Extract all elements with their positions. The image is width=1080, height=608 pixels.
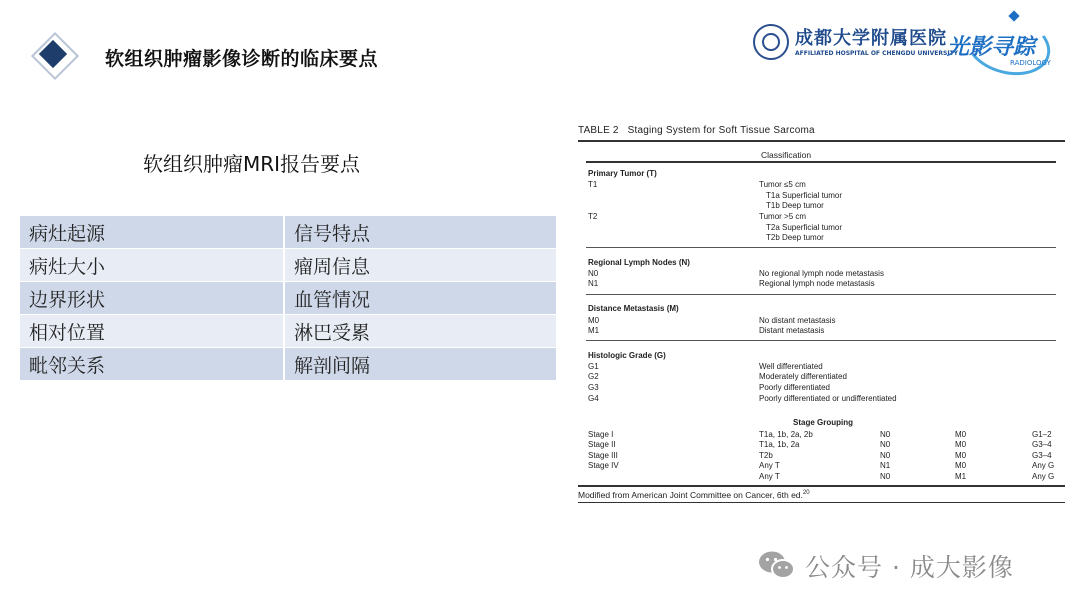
n0-label: N0 bbox=[588, 269, 599, 278]
stage-cell: Stage II bbox=[588, 440, 616, 449]
divider bbox=[586, 247, 1056, 248]
table-footnote bbox=[578, 490, 810, 500]
table-row bbox=[20, 348, 556, 381]
stage-cell: Stage I bbox=[588, 430, 614, 439]
m0-label: M0 bbox=[588, 316, 600, 325]
g2-desc: Moderately differentiated bbox=[759, 372, 847, 381]
table-cell: 瘤周信息 bbox=[284, 249, 556, 282]
t1-label: T1 bbox=[588, 180, 598, 189]
hospital-name-cn: 成都大学附属医院 bbox=[795, 28, 947, 49]
g3-label: G3 bbox=[588, 383, 599, 392]
g2-label: G2 bbox=[588, 372, 599, 381]
watermark-text: 公众号 · 成大影像 bbox=[805, 553, 1014, 582]
stage-cell: Any G bbox=[1032, 461, 1055, 470]
n0-desc: No regional lymph node metastasis bbox=[759, 269, 884, 278]
hospital-name-en: AFFILIATED HOSPITAL OF CHENGDU UNIVERSITY bbox=[795, 50, 959, 57]
divider bbox=[586, 340, 1056, 341]
table-caption bbox=[578, 125, 815, 136]
table-row bbox=[20, 216, 556, 249]
stage-cell: G3–4 bbox=[1032, 451, 1052, 460]
hospital-seal-icon bbox=[753, 24, 789, 60]
divider bbox=[586, 161, 1056, 163]
table-caption-label: TABLE 2 bbox=[578, 125, 619, 136]
n1-desc: Regional lymph node metastasis bbox=[759, 279, 875, 288]
radiology-logo bbox=[945, 10, 1065, 74]
grade-heading: Histologic Grade (G) bbox=[588, 351, 666, 360]
report-points-table bbox=[20, 216, 556, 381]
primary-tumor-heading: Primary Tumor (T) bbox=[588, 169, 657, 178]
table-cell: 病灶起源 bbox=[20, 216, 284, 249]
lymph-heading: Regional Lymph Nodes (N) bbox=[588, 258, 690, 267]
table-row bbox=[20, 315, 556, 348]
stage-cell: N0 bbox=[880, 451, 891, 460]
table-row bbox=[20, 282, 556, 315]
classification-header: Classification bbox=[761, 150, 812, 160]
page-title: 软组织肿瘤影像诊断的临床要点 bbox=[105, 48, 379, 70]
m1-label: M1 bbox=[588, 326, 600, 335]
stage-cell: M0 bbox=[955, 461, 967, 470]
table-row bbox=[20, 249, 556, 282]
metastasis-heading: Distance Metastasis (M) bbox=[588, 304, 679, 313]
m0-desc: No distant metastasis bbox=[759, 316, 836, 325]
t2b-desc: T2b Deep tumor bbox=[766, 233, 824, 242]
footnote-text: Modified from American Joint Committee on Cancer, 6th ed. bbox=[578, 490, 803, 500]
table-caption-title: Staging System for Soft Tissue Sarcoma bbox=[627, 125, 815, 136]
stage-cell: T2b bbox=[759, 451, 773, 460]
table-cell: 病灶大小 bbox=[20, 249, 284, 282]
g3-desc: Poorly differentiated bbox=[759, 383, 831, 392]
stage-cell: Stage III bbox=[588, 451, 618, 460]
stage-cell: Any T bbox=[759, 472, 780, 481]
radiology-name-en: RADIOLOGY bbox=[1010, 59, 1051, 67]
t1a-desc: T1a Superficial tumor bbox=[766, 191, 843, 200]
g4-desc: Poorly differentiated or undifferentiated bbox=[759, 394, 897, 403]
table-cell: 边界形状 bbox=[20, 282, 284, 315]
table-cell: 血管情况 bbox=[284, 282, 556, 315]
table-cell: 毗邻关系 bbox=[20, 348, 284, 381]
stage-cell: M1 bbox=[955, 472, 967, 481]
stage-cell: M0 bbox=[955, 451, 967, 460]
t1-desc: Tumor ≤5 cm bbox=[759, 180, 806, 189]
stage-cell: G1–2 bbox=[1032, 430, 1052, 439]
stage-cell: T1a, 1b, 2a bbox=[759, 440, 800, 449]
t2-label: T2 bbox=[588, 212, 598, 221]
radiology-name-cn: 光影寻踪 bbox=[947, 35, 1036, 60]
stage-cell: G3–4 bbox=[1032, 440, 1052, 449]
wechat-icon bbox=[757, 549, 797, 581]
t1b-desc: T1b Deep tumor bbox=[766, 201, 824, 210]
table-cell: 淋巴受累 bbox=[284, 315, 556, 348]
stage-grouping-heading: Stage Grouping bbox=[793, 418, 853, 427]
table-cell: 相对位置 bbox=[20, 315, 284, 348]
footnote-ref: 20 bbox=[802, 490, 810, 497]
table-cell: 信号特点 bbox=[284, 216, 556, 249]
stage-cell: M0 bbox=[955, 430, 967, 439]
hospital-logo bbox=[753, 22, 959, 66]
stage-cell: T1a, 1b, 2a, 2b bbox=[759, 430, 813, 439]
stage-cell: N1 bbox=[880, 461, 891, 470]
stage-cell: M0 bbox=[955, 440, 967, 449]
t2a-desc: T2a Superficial tumor bbox=[766, 223, 843, 232]
title-diamond-icon bbox=[30, 31, 76, 77]
table-cell: 解剖间隔 bbox=[284, 348, 556, 381]
stage-cell: N0 bbox=[880, 440, 891, 449]
section-subtitle: 软组织肿瘤MRI报告要点 bbox=[143, 152, 361, 176]
stage-cell: N0 bbox=[880, 472, 891, 481]
g4-label: G4 bbox=[588, 394, 599, 403]
g1-desc: Well differentiated bbox=[759, 362, 823, 371]
stage-cell: Any G bbox=[1032, 472, 1055, 481]
t2-desc: Tumor >5 cm bbox=[759, 212, 807, 221]
g1-label: G1 bbox=[588, 362, 599, 371]
stage-cell: Any T bbox=[759, 461, 780, 470]
divider bbox=[586, 294, 1056, 295]
stage-cell: Stage IV bbox=[588, 461, 619, 470]
m1-desc: Distant metastasis bbox=[759, 326, 825, 335]
divider bbox=[578, 140, 1065, 142]
divider bbox=[578, 485, 1065, 487]
stage-cell: N0 bbox=[880, 430, 891, 439]
divider bbox=[578, 502, 1065, 503]
staging-table bbox=[578, 120, 1065, 510]
n1-label: N1 bbox=[588, 279, 599, 288]
